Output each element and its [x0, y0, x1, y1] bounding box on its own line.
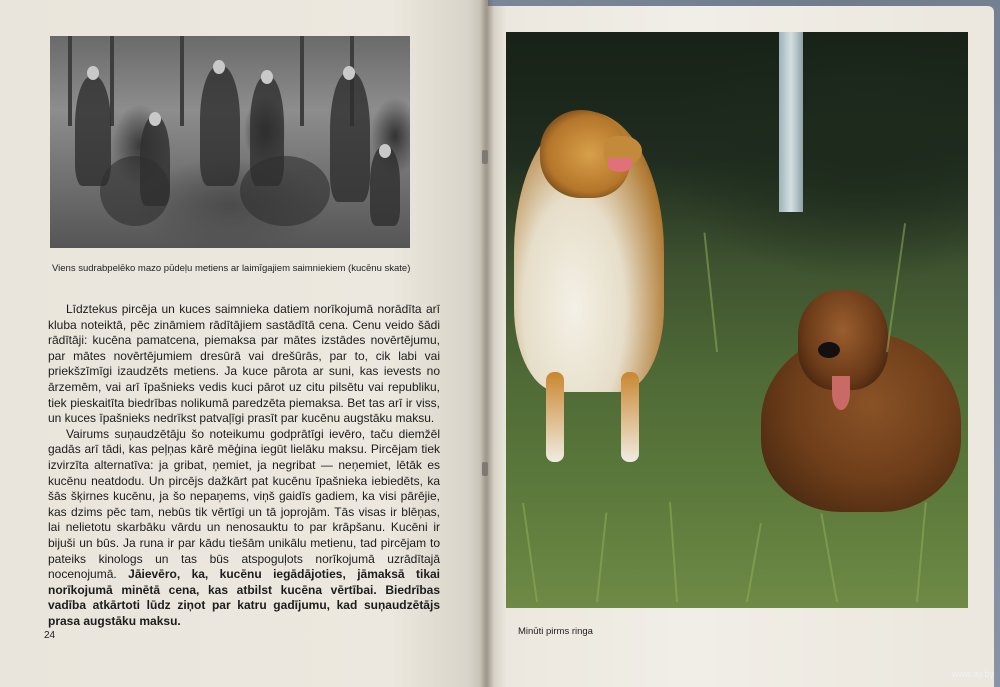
- tree-trunk: [110, 36, 114, 126]
- grass-blade: [820, 513, 838, 602]
- tree-trunk: [68, 36, 72, 126]
- person-figure: [75, 76, 111, 186]
- photo-poodle-owners: [50, 36, 410, 248]
- paragraph-2: [48, 427, 440, 630]
- person-face: [213, 60, 225, 74]
- collie-leg: [621, 372, 639, 462]
- grass-blade: [886, 223, 906, 352]
- grass-blade: [916, 502, 927, 602]
- grass-blade: [522, 503, 538, 602]
- collie-tongue: [608, 158, 632, 172]
- left-photo-caption: Viens sudrabpelēko mazo pūdeļu metiens ar laimīgajiem saimniekiem (kucēnu skate): [52, 263, 411, 274]
- person-figure: [330, 72, 370, 202]
- person-face: [343, 66, 355, 80]
- poodle-figure: [240, 156, 330, 226]
- person-face: [379, 144, 391, 158]
- person-figure: [370, 146, 400, 226]
- person-face: [149, 112, 161, 126]
- collie-leg: [546, 372, 564, 462]
- grass-blade: [596, 512, 607, 602]
- terrier-mouth: [832, 376, 850, 410]
- left-page: [0, 0, 488, 687]
- book-gutter: [480, 0, 494, 687]
- person-face: [261, 70, 273, 84]
- tree-trunk: [300, 36, 304, 126]
- right-photo-caption: Minūti pirms ringa: [518, 626, 593, 637]
- paragraph-1: Līdztekus pircēja un kuces saimnieka datiem norīkojumā norādīta arī kluba noteiktā, pēc zināmiem rādītājiem sastādītā cena. Cenu veido šādi rādītāji: kucēna pamatcena, piemaksa par mātes izstādes novērtējumu, par mātes novērtējumiem dresūrā vai drešūrās, par to, cik labi vai priekšzīmīgi izaudzēts metiens. Ja kuce pārota ar suni, kas ievests no ārzemēm, vai arī īpašnieks vedis kuci pārot uz citu pilsētu vai republiku, tiek pieskaitīta biedrības nolikumā paredzēta piemaksa. Bet tas arī ir viss, un kuces īpašnieks nedrīkst patvaļīgi prasīt par kucēnu augstāku maksu.: [48, 302, 440, 426]
- paragraph-2-text: Vairums suņaudzētāju šo noteikumu godprātīgi ievēro, taču diemžēl gadās arī tādi, kas peļņas kārē mēģina iegūt lielāku maksu. Pircējam tiek izvirzīta alternatīva: ja gribat, ņemiet, ja negribat — neņemiet, lētāk es kucēnu neatdodu. Un pircējs dažkārt pat kucēnu īpašnieka iebiedēts, ka šās šķirnes kucēnu, ja šo nepaņems, viņš gaidīs gadiem, ka visi pārējie, kas dzims pēc tam, nebūs tik vērtīgi un tā joprojām. Tās visas ir blēņas, lai nelietotu skarbāku vārdu un nenosauktu to par krāpšanu. Kucēni ir bijuši un būs. Ja runa ir par kādu tiešām unikālu metienu, tad pircējam to pateiks kinologs un tas būs atspoguļots norīkojumā uzrādītajā nocenojumā.: [48, 426, 440, 582]
- terrier-nose: [818, 342, 840, 358]
- page-number: 24: [44, 630, 56, 641]
- tree-trunk: [180, 36, 184, 126]
- person-face: [87, 66, 99, 80]
- grass-blade: [703, 233, 718, 353]
- staple: [482, 462, 488, 476]
- staple: [482, 150, 488, 164]
- photo-collie-and-terrier: [506, 32, 968, 608]
- grass-blade: [746, 523, 762, 602]
- body-text: [48, 302, 440, 629]
- terrier-head: [798, 290, 888, 390]
- poodle-figure: [100, 156, 170, 226]
- fence-post: [779, 32, 803, 212]
- watermark: www.ay.by: [951, 669, 994, 679]
- paragraph-2-bold: Jāievēro, ka, kucēnu iegādājoties, jāmaksā tikai norīkojumā minētā cena, kas atbilst kucēna vērtībai. Biedrības vadība atkārtoti lūdz ziņot par katru gadījumu, kad suņaudzētājs prasa augstāku maksu.: [48, 567, 440, 628]
- grass-blade: [669, 502, 678, 602]
- person-figure: [200, 66, 240, 186]
